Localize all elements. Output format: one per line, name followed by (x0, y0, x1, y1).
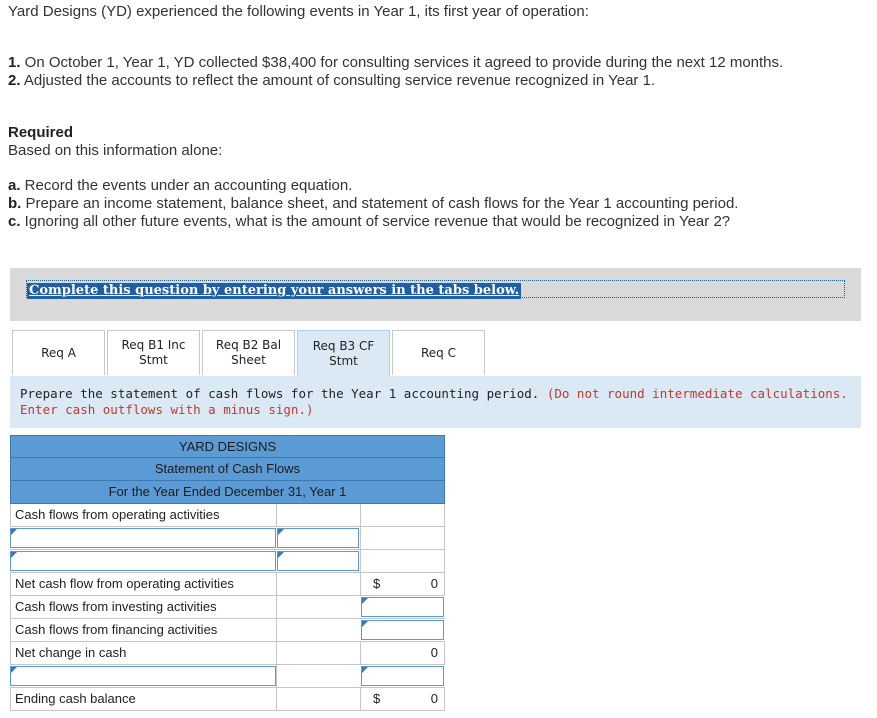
required-subtext: Based on this information alone: (8, 142, 223, 159)
ending-cash-value: 0 (430, 691, 438, 706)
ending-cash-label: Ending cash balance (10, 688, 276, 710)
operating-input-row-2 (10, 550, 445, 573)
event-1-number: 1. (8, 54, 21, 71)
net-operating-row (10, 573, 445, 596)
tab-req-c-label: Req C (421, 345, 456, 360)
event-1 (8, 54, 783, 72)
financing-row (10, 619, 445, 642)
financing-label: Cash flows from financing activities (10, 619, 276, 641)
operating-heading-label: Cash flows from operating activities (10, 504, 276, 526)
beginning-cash-row (10, 665, 445, 688)
event-2-number: 2. (8, 72, 21, 89)
beginning-cash-amount-input[interactable] (361, 666, 444, 686)
beginning-cash-label-input[interactable] (10, 666, 276, 686)
event-1-text: On October 1, Year 1, YD collected $38,400 for consulting services it agreed to provide during the next 12 months. (20, 54, 784, 71)
operating-heading-col2 (276, 504, 360, 526)
instruction-panel (10, 376, 861, 428)
part-c-letter: c. (8, 213, 21, 230)
net-change-value: 0 (430, 645, 438, 660)
instructions-banner-area (10, 268, 861, 321)
part-c-text: Ignoring all other future events, what is the amount of service revenue that would be recognized in Year 2? (20, 213, 731, 230)
part-a-text: Record the events under an accounting equation. (20, 177, 353, 194)
part-a-letter: a. (8, 177, 21, 194)
tab-req-b3-label-line1: Req B3 CF (312, 338, 375, 353)
investing-col2 (276, 596, 360, 618)
event-2 (8, 72, 655, 90)
operating-item-1-amount-input[interactable] (277, 528, 359, 548)
tab-req-b2-label-line1: Req B2 Bal (215, 338, 282, 352)
operating-heading-col3 (360, 504, 445, 526)
part-c (8, 213, 730, 231)
statement-company-name: YARD DESIGNS (10, 435, 445, 458)
event-2-text: Adjusted the accounts to reflect the amount of consulting service revenue recognized in Year 1. (20, 72, 656, 89)
operating-item-2-label-input[interactable] (10, 551, 276, 571)
net-change-col3 (360, 642, 445, 664)
tab-req-a[interactable] (12, 330, 105, 375)
ending-cash-col3 (360, 688, 445, 710)
net-change-row (10, 642, 445, 665)
tab-req-b1-label-line2: Stmt (139, 353, 168, 367)
part-a (8, 177, 352, 195)
operating-item-1-label-input[interactable] (10, 528, 276, 548)
part-b-letter: b. (8, 195, 22, 212)
financing-col2 (276, 619, 360, 641)
net-operating-col2 (276, 573, 360, 595)
tab-req-b1-inc-stmt[interactable] (107, 330, 200, 375)
financing-amount-input[interactable] (361, 620, 444, 640)
operating-item-2-amount-input[interactable] (277, 551, 359, 571)
tab-req-b1-label-line1: Req B1 Inc (121, 338, 186, 352)
operating-input-row-1-col3 (360, 527, 445, 549)
tab-req-c[interactable] (392, 330, 485, 375)
ending-cash-row (10, 688, 445, 711)
net-operating-currency: $ (373, 576, 381, 591)
net-operating-value: 0 (430, 576, 438, 591)
part-b (8, 195, 738, 213)
net-operating-col3 (360, 573, 445, 595)
instructions-banner (26, 280, 845, 298)
operating-input-row-1 (10, 527, 445, 550)
tab-req-b3-label-line2: Stmt (329, 353, 358, 368)
operating-heading-row (10, 504, 445, 527)
part-b-text: Prepare an income statement, balance sheet, and statement of cash flows for the Year 1 accounting period. (21, 195, 739, 212)
investing-amount-input[interactable] (361, 597, 444, 617)
required-heading: Required (8, 124, 74, 141)
intro-text: Yard Designs (YD) experienced the following events in Year 1, its first year of operation: (8, 3, 589, 20)
beginning-cash-col2 (276, 665, 360, 687)
tab-req-b2-bal-sheet[interactable] (202, 330, 295, 375)
investing-label: Cash flows from investing activities (10, 596, 276, 618)
tab-req-a-label: Req A (41, 345, 76, 360)
investing-row (10, 596, 445, 619)
tab-req-b3-cf-stmt[interactable] (297, 330, 390, 376)
net-operating-label: Net cash flow from operating activities (10, 573, 276, 595)
ending-cash-col2 (276, 688, 360, 710)
ending-cash-currency: $ (373, 691, 381, 706)
banner-text: Complete this question by entering your answers in the tabs below. (29, 283, 520, 298)
instruction-note: (Do not round intermediate calculations. Enter cash outflows with a minus sign.) (20, 386, 848, 417)
operating-input-row-2-col3 (360, 550, 445, 572)
tab-req-b2-label-line2: Sheet (231, 353, 266, 367)
statement-title: Statement of Cash Flows (10, 458, 445, 481)
net-change-col2 (276, 642, 360, 664)
net-change-label: Net change in cash (10, 642, 276, 664)
statement-period: For the Year Ended December 31, Year 1 (10, 481, 445, 504)
instruction-text: Prepare the statement of cash flows for the Year 1 accounting period. (20, 386, 540, 401)
